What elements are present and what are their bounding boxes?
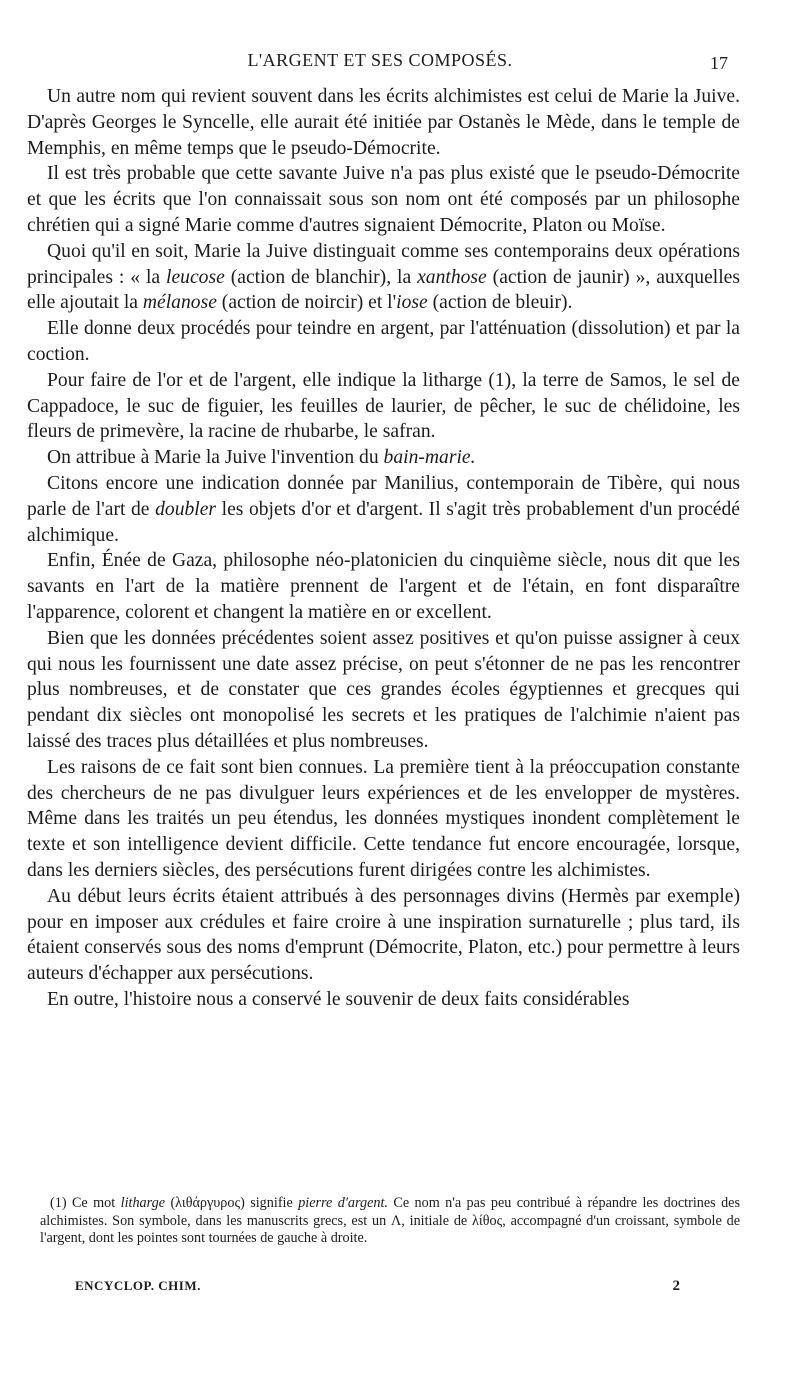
text-run: Bien que les données précédentes soient assez positives et qu'on puisse assigner à ceux qui nous les fournissent une date assez précise, on peut s'étonner de ne pas les rencontrer plus nombreuses, et de constater que ces grandes écoles égyptiennes et grecques qui pendant dix siècles ont monopolisé les secrets et les pratiques de l'alchimie n'aient pas laissé des traces plus détaillées et plus nombreuses. <box>27 627 740 752</box>
italic-term: pierre d'argent. <box>298 1195 388 1211</box>
paragraph <box>27 755 740 884</box>
sheet-number: 2 <box>672 1278 680 1294</box>
text-run: On attribue à Marie la Juive l'invention du <box>47 447 384 469</box>
page-header <box>0 50 800 74</box>
body-text <box>27 84 740 1013</box>
paragraph <box>27 316 740 368</box>
italic-term: iose <box>396 292 428 314</box>
italic-term: bain-marie. <box>383 447 476 469</box>
text-run: (1) Ce mot <box>50 1195 121 1211</box>
italic-term: mélanose <box>142 292 217 314</box>
text-run: (action de noircir) et l' <box>216 292 397 314</box>
text-run: (action de bleuir). <box>427 292 573 314</box>
text-run: Quoi qu'il en soit, Marie la Juive distinguait comme ses contemporains deux opérations principales : « la <box>27 240 740 288</box>
signature-mark: ENCYCLOP. CHIM. <box>75 1278 201 1293</box>
paragraph <box>27 626 740 755</box>
text-run: Elle donne deux procédés pour teindre en argent, par l'atténuation (dissolution) et par la coction. <box>27 318 740 365</box>
paragraph <box>27 239 740 316</box>
text-run: Ce nom n'a pas peu contribué à répandre les doctrines des alchimistes. Son symbole, dans les manuscrits grecs, est un Λ, initiale de λίθος, accompagné d'un croissant, symbole de l'argent, dont les pointes sont tournées de gauche à droite. <box>40 1195 740 1247</box>
page-footer <box>75 1278 680 1298</box>
paragraph <box>27 368 740 445</box>
text-run: Pour faire de l'or et de l'argent, elle indique la litharge (1), la terre de Samos, le sel de Cappadoce, le suc de figuier, les feuilles de laurier, de pêcher, le suc de chélidoine, les fleurs de primevère, la racine de rhubarbe, le safran. <box>27 369 740 443</box>
paragraph <box>27 445 740 471</box>
italic-term: doubler <box>155 498 217 520</box>
paragraph <box>27 548 740 625</box>
footnotes <box>40 1195 740 1248</box>
italic-term: xanthose <box>417 266 487 288</box>
running-title: L'ARGENT ET SES COMPOSÉS. <box>247 50 513 70</box>
paragraph <box>27 84 740 161</box>
text-run: Un autre nom qui revient souvent dans les écrits alchimistes est celui de Marie la Juive. D'après Georges le Syncelle, elle aurait été initiée par Ostanès le Mède, dans le temple de Memphis, en même temps que le pseudo-Démocrite. <box>27 86 740 159</box>
paragraph <box>27 161 740 238</box>
text-run: (action de jaunir) », auxquelles elle ajoutait la <box>27 266 740 314</box>
text-run: Les raisons de ce fait sont bien connues. La première tient à la préoccupation constante des chercheurs de ne pas divulguer leurs expériences et de les envelopper de mystères. Même dans les traités un peu étendus, les données mystiques inondent complètement le texte et son intelligence devient difficile. Cette tendance fut encore encouragée, lorsque, dans les derniers siècles, des persécutions furent dirigées contre les alchimistes. <box>27 756 740 881</box>
text-run: (λιθάργυρος) signifie <box>165 1195 299 1211</box>
paragraph <box>27 884 740 987</box>
text-run: Enfin, Énée de Gaza, philosophe néo-platonicien du cinquième siècle, nous dit que les savants en l'art de la matière prennent de l'argent et de l'étain, en font disparaître l'apparence, colorent et changent la matière en or excellent. <box>27 550 740 623</box>
italic-term: litharge <box>120 1195 166 1211</box>
text-run: En outre, l'histoire nous a conservé le souvenir de deux faits considérables <box>47 988 630 1010</box>
paragraph <box>27 987 740 1013</box>
text-run: Il est très probable que cette savante Juive n'a pas plus existé que le pseudo-Démocrite et que les écrits que l'on connaissait sous son nom ont été composés par un philosophe chrétien qui a signé Marie comme d'autres signaient Démocrite, Platon ou Moïse. <box>27 163 740 236</box>
text-run: Au début leurs écrits étaient attribués à des personnages divins (Hermès par exemple) pour en imposer aux crédules et faire croire à une inspiration surnaturelle ; plus tard, ils étaient conservés sous des noms d'emprunt (Démocrite, Platon, etc.) pour permettre à leurs auteurs d'échapper aux persécutions. <box>27 885 740 985</box>
text-run: (action de blanchir), la <box>224 266 418 288</box>
italic-term: leucose <box>166 266 225 288</box>
page-number: 17 <box>710 53 728 73</box>
footnote <box>40 1195 740 1248</box>
paragraph <box>27 471 740 548</box>
text-run: Citons encore une indication donnée par Manilius, contemporain de Tibère, qui nous parle de l'art de <box>27 472 740 520</box>
text-run: les objets d'or et d'argent. Il s'agit très probablement d'un procédé alchimique. <box>27 498 740 546</box>
